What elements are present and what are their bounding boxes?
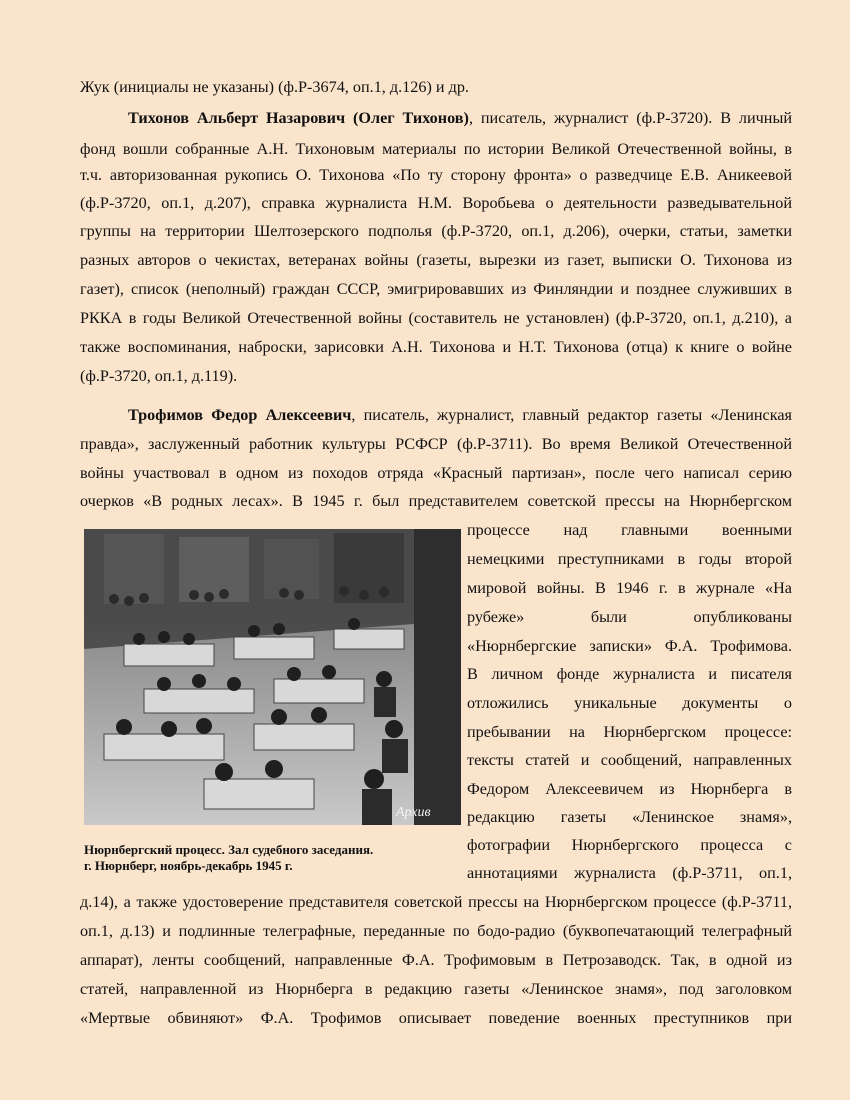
text-line: газет), список (неполный) граждан СССР, эмигрировавших из Финляндии и позднее служивших в	[80, 280, 792, 298]
text-line: аппарат), ленты сообщений, направленные Ф.А. Трофимовым в Петрозаводск. Так, в одной из	[80, 951, 792, 969]
person-name-trofimov: Трофимов Федор Алексеевич	[128, 406, 352, 424]
text-line: РККА в годы Великой Отечественной войны (составитель не установлен) (ф.Р-3720, оп.1, д.210), а	[80, 309, 792, 327]
text-line: статей, направленной из Нюрнберга в редакцию газеты «Ленинское знамя», под заголовком	[80, 980, 792, 998]
text-line: также воспоминания, наброски, зарисовки А.Н. Тихонова и Н.Т. Тихонова (отца) к книге о войне	[80, 338, 792, 356]
text-line: мировой войны. В 1946 г. в журнале «На	[467, 579, 792, 597]
text-line: правда», заслуженный работник культуры РСФСР (ф.Р-3711). Во время Великой Отечественной	[80, 435, 792, 453]
nuremberg-courtroom-photo	[84, 529, 461, 825]
text-line: фотографии Нюрнбергского процесса с	[467, 836, 792, 854]
text-line: группы на территории Шелтозерского подполья (ф.Р-3720, оп.1, д.206), очерки, статьи, заметки	[80, 222, 792, 240]
text-line: фонд вошли собранные А.Н. Тихоновым материалы по истории Великой Отечественной войны, в	[80, 140, 792, 158]
archive-watermark: Архив	[396, 805, 431, 820]
text-line: оп.1, д.13) и подлинные телеграфные, переданные по бодо-радио (буквопечатающий телеграфный	[80, 922, 792, 940]
text-line: т.ч. авторизованная рукопись О. Тихонова «По ту сторону фронта» о разведчице Е.В. Аникеевой	[80, 166, 792, 184]
text-line: немецкими преступниками в годы второй	[467, 550, 792, 568]
text-line: очерков «В родных лесах». В 1945 г. был представителем советской прессы на Нюрнбергском	[80, 492, 792, 510]
text-line-tikhonov-heading	[128, 108, 792, 128]
text-line: д.14), а также удостоверение представителя советской прессы на Нюрнбергском процессе (ф.Р-3711,	[80, 893, 792, 911]
text-line: отложились уникальные документы о	[467, 694, 792, 712]
text-line: В личном фонде журналиста и писателя	[467, 665, 792, 683]
text-line: «Нюрнбергские записки» Ф.А. Трофимова.	[467, 637, 792, 655]
text-line: «Мертвые обвиняют» Ф.А. Трофимов описывает поведение военных преступников при	[80, 1009, 792, 1027]
text-line: (ф.Р-3720, оп.1, д.207), справка журналиста Н.М. Воробьева о деятельности разведывательной	[80, 194, 792, 212]
text-line-trofimov-heading	[128, 405, 792, 425]
person-name-tikhonov: Тихонов Альберт Назарович (Олег Тихонов)	[128, 109, 469, 127]
text-line: процессе над главными военными	[467, 521, 792, 539]
text-line: Федором Алексеевичем из Нюрнберга в	[467, 780, 792, 798]
photo-caption-line-1: Нюрнбергский процесс. Зал судебного заседания.	[84, 842, 374, 857]
text-line: редакцию газеты «Ленинское знамя»,	[467, 808, 792, 826]
text-line: пребывании на Нюрнбергском процессе:	[467, 723, 792, 741]
text-line: разных авторов о чекистах, ветеранах войны (газеты, вырезки из газет, выписки О. Тихонова из	[80, 251, 792, 269]
text-line-tail: , писатель, журналист (ф.Р-3720). В личный	[468, 109, 792, 127]
text-line: тексты статей и сообщений, направленных	[467, 751, 792, 769]
text-line: (ф.Р-3720, оп.1, д.119).	[80, 367, 238, 385]
photo-caption-line-2: г. Нюрнберг, ноябрь-декабрь 1945 г.	[84, 858, 293, 873]
text-line: аннотациями журналиста (ф.Р-3711, оп.1,	[467, 864, 792, 882]
text-line: рубеже» были опубликованы	[467, 608, 792, 626]
text-line: войны участвовал в одном из походов отряда «Красный партизан», после чего написал серию	[80, 464, 792, 482]
text-line-tail: , писатель, журналист, главный редактор газеты «Ленинская	[351, 406, 792, 424]
text-line: Жук (инициалы не указаны) (ф.Р-3674, оп.1, д.126) и др.	[80, 78, 469, 96]
